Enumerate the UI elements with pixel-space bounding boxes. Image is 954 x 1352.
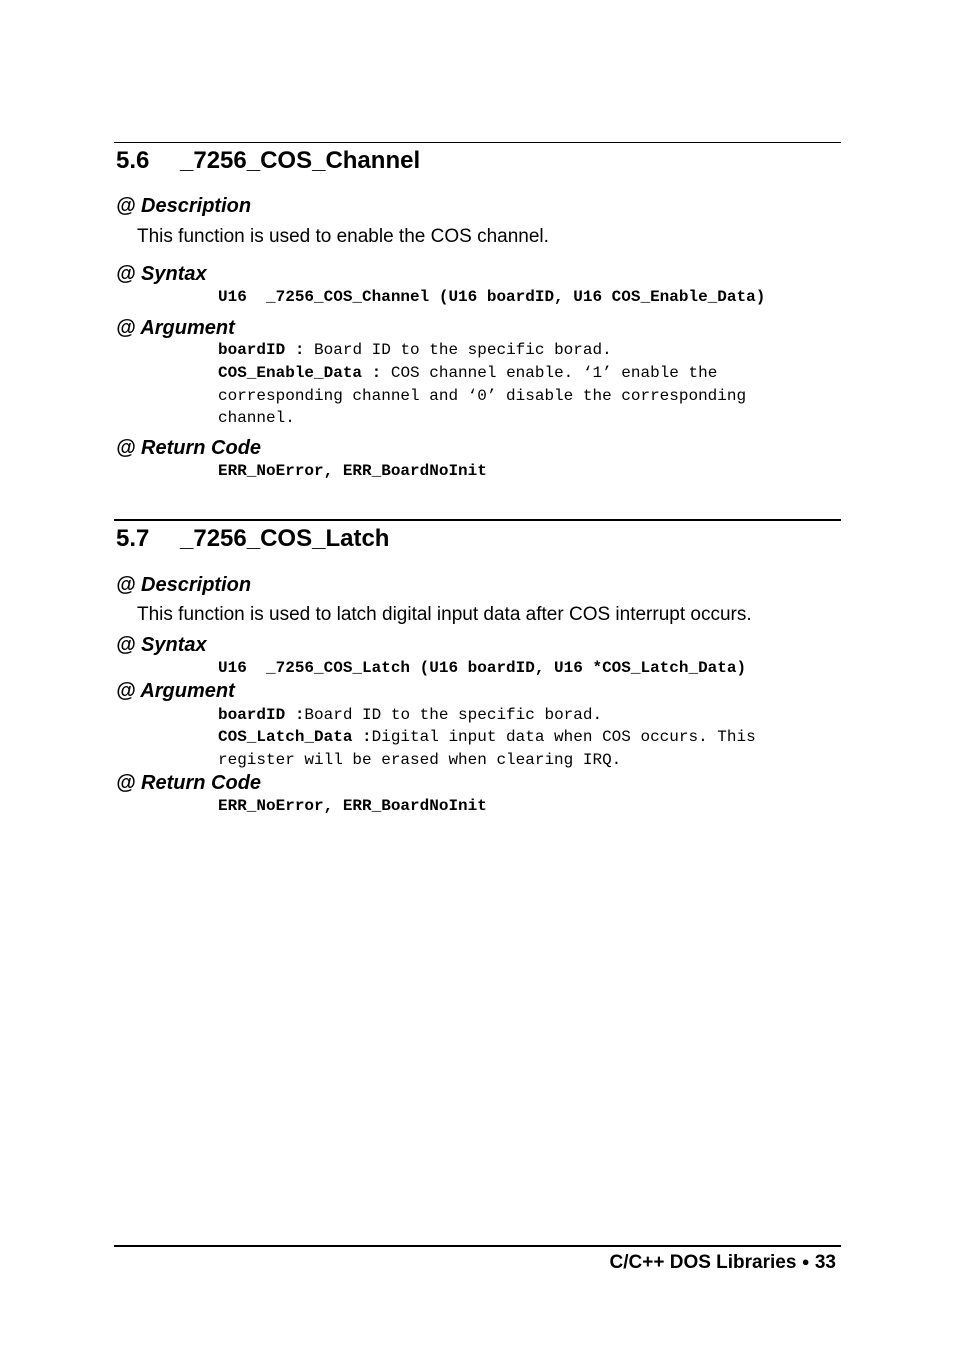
syntax-label: @ Syntax [116,634,207,656]
argument-desc: COS channel enable. ‘1’ enable the [390,364,718,382]
description-label: @ Description [116,195,252,217]
section-title: _7256_COS_Latch [180,525,390,552]
return-code-label: @ Return Code [116,772,262,794]
argument-desc-continued: corresponding channel and ‘0’ disable the corresponding [218,387,747,405]
argument-separator: : [285,341,315,359]
return-code-value: ERR_NoError, ERR_BoardNoInit [218,462,487,480]
syntax-label: @ Syntax [116,263,207,285]
argument-name: COS_Latch_Data [218,728,353,746]
argument-name: boardID [218,341,286,359]
section-number: 5.7 [116,525,150,552]
footer-title: C/C++ DOS Libraries [609,1252,797,1273]
argument-item [218,339,612,362]
section-top-rule [114,519,841,521]
argument-name: COS_Enable_Data [218,364,363,382]
return-code-value: ERR_NoError, ERR_BoardNoInit [218,797,487,815]
argument-separator: : [352,728,372,746]
page-number: 33 [814,1252,836,1273]
bullet-icon: ● [801,1254,810,1269]
description-text: This function is used to enable the COS channel. [137,226,549,247]
argument-separator: : [285,706,305,724]
page-footer [610,1250,836,1275]
argument-item [218,704,602,727]
argument-label: @ Argument [116,317,235,339]
argument-separator: : [362,364,391,382]
description-label: @ Description [116,574,252,596]
argument-desc: Board ID to the specific borad. [314,341,612,359]
argument-name: boardID [218,706,286,724]
argument-label: @ Argument [116,680,235,702]
syntax-code: U16 _7256_COS_Channel (U16 boardID, U16 COS_Enable_Data) [218,288,766,306]
description-text: This function is used to latch digital input data after COS interrupt occurs. [137,604,752,625]
section-heading [116,525,389,553]
section-title: _7256_COS_Channel [180,147,421,174]
argument-desc-continued: register will be erased when clearing IRQ. [218,751,622,769]
argument-desc-continued: channel. [218,409,295,427]
footer-rule [114,1245,841,1247]
argument-item [218,726,756,749]
return-code-label: @ Return Code [116,437,262,459]
section-top-rule [114,142,841,143]
argument-desc: Board ID to the specific borad. [304,706,603,724]
syntax-code: U16 _7256_COS_Latch (U16 boardID, U16 *COS_Latch_Data) [218,659,747,677]
section-heading [116,147,420,175]
argument-item [218,362,717,385]
section-number: 5.6 [116,147,150,174]
argument-desc: Digital input data when COS occurs. This [371,728,756,746]
